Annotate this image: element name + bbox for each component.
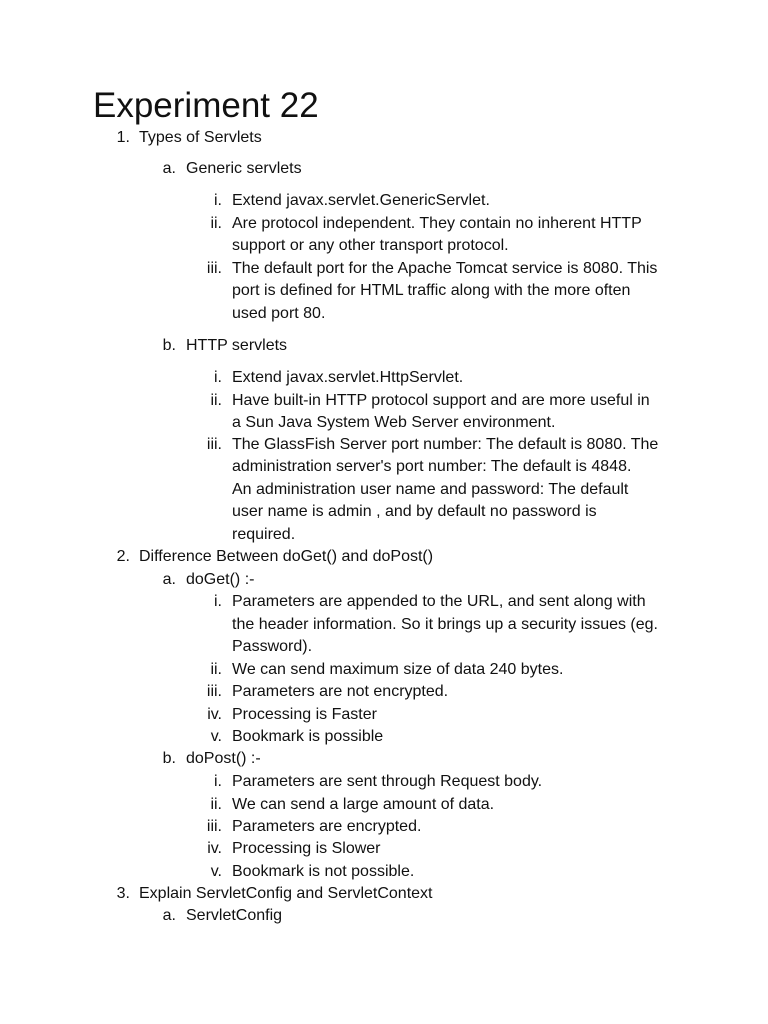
list-item-marker: iv. (207, 706, 222, 723)
list-item-text: We can send a large amount of data. (232, 796, 495, 813)
subsection-marker: a. (162, 571, 176, 588)
list-item-text: The GlassFish Server port number: The default is 8080. The (232, 436, 659, 453)
list-item-marker: i. (214, 369, 222, 386)
list-item-text: Are protocol independent. They contain no inherent HTTP (232, 215, 642, 232)
list-item-text: An administration user name and password: The default (232, 481, 629, 498)
list-item-marker: i. (214, 773, 222, 790)
list-item-text: Bookmark is possible (232, 728, 384, 745)
subsection-heading: doGet() :- (186, 571, 255, 588)
list-item-text: used port 80. (232, 305, 326, 322)
list-item-text: Have built-in HTTP protocol support and are more useful in (232, 392, 650, 409)
list-item-text: required. (232, 526, 296, 543)
list-item-marker: iv. (207, 840, 222, 857)
list-item-marker: iii. (206, 683, 222, 700)
subsection-marker: a. (162, 160, 176, 177)
subsection-marker: b. (162, 750, 176, 767)
list-item-text: Extend javax.servlet.GenericServlet. (232, 192, 490, 209)
list-item-text: the header information. So it brings up a security issues (eg. (232, 616, 658, 633)
list-item-marker: v. (210, 863, 222, 880)
section-marker: 1. (116, 129, 130, 146)
page-title: Experiment 22 (93, 86, 319, 125)
list-item-text: Bookmark is not possible. (232, 863, 415, 880)
list-item-text: We can send maximum size of data 240 bytes. (232, 661, 564, 678)
list-item-marker: ii. (210, 661, 222, 678)
list-item-marker: iii. (206, 818, 222, 835)
list-item-text: support or any other transport protocol. (232, 237, 509, 254)
subsection-marker: a. (162, 907, 176, 924)
list-item-text: Extend javax.servlet.HttpServlet. (232, 369, 464, 386)
subsection-heading: ServletConfig (186, 907, 283, 924)
list-item-text: Processing is Slower (232, 840, 381, 857)
list-item-marker: ii. (210, 796, 222, 813)
subsection-heading: HTTP servlets (186, 337, 288, 354)
list-item-marker: i. (214, 593, 222, 610)
list-item-marker: v. (210, 728, 222, 745)
list-item-text: Parameters are appended to the URL, and sent along with (232, 593, 646, 610)
list-item-marker: ii. (210, 392, 222, 409)
subsection-marker: b. (162, 337, 176, 354)
list-item-text: Parameters are encrypted. (232, 818, 422, 835)
section-heading: Explain ServletConfig and ServletContext (139, 885, 433, 902)
subsection-heading: doPost() :- (186, 750, 261, 767)
list-item-marker: iii. (206, 260, 222, 277)
list-item-marker: iii. (206, 436, 222, 453)
list-item-marker: i. (214, 192, 222, 209)
list-item-text: a Sun Java System Web Server environment. (232, 414, 556, 431)
section-marker: 3. (116, 885, 130, 902)
list-item-text: The default port for the Apache Tomcat service is 8080. This (232, 260, 658, 277)
list-item-text: Parameters are sent through Request body. (232, 773, 543, 790)
section-heading: Difference Between doGet() and doPost() (139, 548, 434, 565)
list-item-text: administration server's port number: The default is 4848. (232, 458, 632, 475)
section-marker: 2. (116, 548, 130, 565)
list-item-text: Password). (232, 638, 313, 655)
list-item-text: port is defined for HTML traffic along with the more often (232, 282, 631, 299)
list-item-text: Parameters are not encrypted. (232, 683, 449, 700)
list-item-marker: ii. (210, 215, 222, 232)
section-heading: Types of Servlets (139, 129, 262, 146)
subsection-heading: Generic servlets (186, 160, 302, 177)
list-item-text: Processing is Faster (232, 706, 377, 723)
list-item-text: user name is admin , and by default no password is (232, 503, 597, 520)
